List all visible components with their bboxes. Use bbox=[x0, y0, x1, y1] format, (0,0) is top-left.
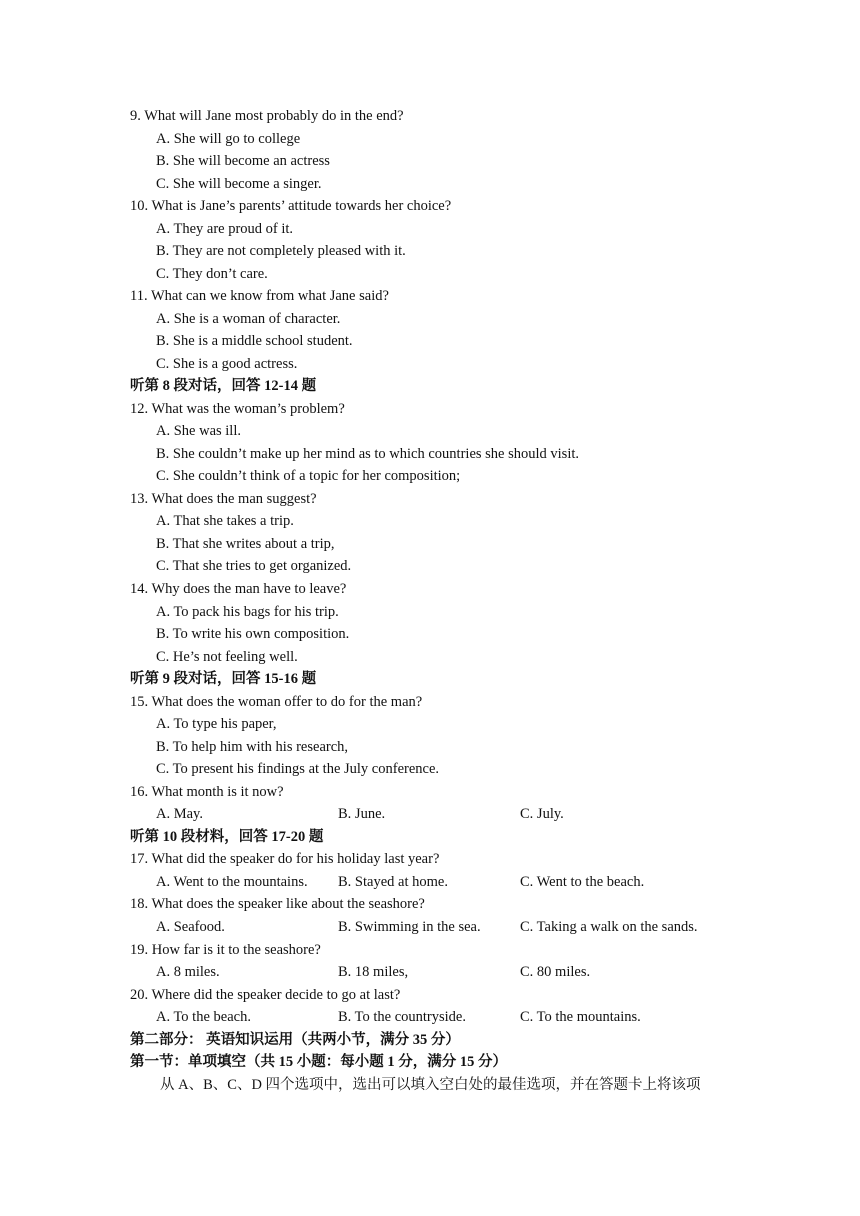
question-12-option-b: B. She couldn’t make up her mind as to which countries she should visit. bbox=[156, 446, 579, 462]
question-15-option-b: B. To help him with his research, bbox=[156, 739, 349, 755]
question-18-option-c: C. Taking a walk on the sands. bbox=[520, 919, 698, 935]
section-header-material-10: 听第 10 段材料，回答 17-20 题 bbox=[130, 829, 324, 845]
question-19-stem: 19. How far is it to the seashore? bbox=[130, 942, 321, 958]
question-17-stem: 17. What did the speaker do for his holiday last year? bbox=[130, 851, 440, 867]
question-13-option-b: B. That she writes about a trip, bbox=[156, 536, 335, 552]
question-10-option-b: B. They are not completely pleased with it. bbox=[156, 243, 406, 259]
question-20-stem: 20. Where did the speaker decide to go at last? bbox=[130, 987, 401, 1003]
question-10-stem: 10. What is Jane’s parents’ attitude towards her choice? bbox=[130, 198, 452, 214]
question-19-option-b: B. 18 miles, bbox=[338, 964, 409, 980]
question-13-stem: 13. What does the man suggest? bbox=[130, 491, 317, 507]
section-one-heading: 第一节：单项填空（共 15 小题：每小题 1 分，满分 15 分） bbox=[130, 1054, 507, 1070]
question-11-option-b: B. She is a middle school student. bbox=[156, 333, 353, 349]
question-11-stem: 11. What can we know from what Jane said? bbox=[130, 288, 389, 304]
question-9-option-a: A. She will go to college bbox=[156, 131, 301, 147]
question-17-option-b: B. Stayed at home. bbox=[338, 874, 448, 890]
question-19-option-a: A. 8 miles. bbox=[156, 964, 220, 980]
question-9-option-c: C. She will become a singer. bbox=[156, 176, 322, 192]
question-20-option-b: B. To the countryside. bbox=[338, 1009, 466, 1025]
question-14-option-c: C. He’s not feeling well. bbox=[156, 649, 298, 665]
question-11-option-a: A. She is a woman of character. bbox=[156, 311, 341, 327]
question-13-option-a: A. That she takes a trip. bbox=[156, 513, 294, 529]
question-18-option-b: B. Swimming in the sea. bbox=[338, 919, 481, 935]
instruction-text: 从 A、B、C、D 四个选项中，选出可以填入空白处的最佳选项，并在答题卡上将该项 bbox=[160, 1077, 701, 1093]
question-10-option-a: A. They are proud of it. bbox=[156, 221, 294, 237]
section-header-dialogue-8: 听第 8 段对话，回答 12-14 题 bbox=[130, 378, 317, 394]
question-14-option-a: A. To pack his bags for his trip. bbox=[156, 604, 339, 620]
question-18-stem: 18. What does the speaker like about the seashore? bbox=[130, 896, 425, 912]
part-two-heading: 第二部分： 英语知识运用（共两小节，满分 35 分） bbox=[130, 1032, 460, 1048]
question-16-option-b: B. June. bbox=[338, 806, 386, 822]
question-16-stem: 16. What month is it now? bbox=[130, 784, 284, 800]
question-12-stem: 12. What was the woman’s problem? bbox=[130, 401, 345, 417]
question-20-option-c: C. To the mountains. bbox=[520, 1009, 641, 1025]
section-header-dialogue-9: 听第 9 段对话，回答 15-16 题 bbox=[130, 671, 317, 687]
question-14-option-b: B. To write his own composition. bbox=[156, 626, 350, 642]
question-9-stem: 9. What will Jane most probably do in the end? bbox=[130, 108, 404, 124]
question-17-option-c: C. Went to the beach. bbox=[520, 874, 645, 890]
question-20-option-a: A. To the beach. bbox=[156, 1009, 251, 1025]
question-15-stem: 15. What does the woman offer to do for the man? bbox=[130, 694, 423, 710]
question-10-option-c: C. They don’t care. bbox=[156, 266, 268, 282]
question-16-option-c: C. July. bbox=[520, 806, 564, 822]
question-9-option-b: B. She will become an actress bbox=[156, 153, 330, 169]
question-17-option-a: A. Went to the mountains. bbox=[156, 874, 308, 890]
question-18-option-a: A. Seafood. bbox=[156, 919, 225, 935]
question-12-option-c: C. She couldn’t think of a topic for her composition; bbox=[156, 468, 461, 484]
question-19-option-c: C. 80 miles. bbox=[520, 964, 591, 980]
question-15-option-a: A. To type his paper, bbox=[156, 716, 277, 732]
question-16-option-a: A. May. bbox=[156, 806, 203, 822]
question-12-option-a: A. She was ill. bbox=[156, 423, 241, 439]
question-11-option-c: C. She is a good actress. bbox=[156, 356, 298, 372]
question-15-option-c: C. To present his findings at the July conference. bbox=[156, 761, 440, 777]
question-13-option-c: C. That she tries to get organized. bbox=[156, 558, 352, 574]
question-14-stem: 14. Why does the man have to leave? bbox=[130, 581, 347, 597]
